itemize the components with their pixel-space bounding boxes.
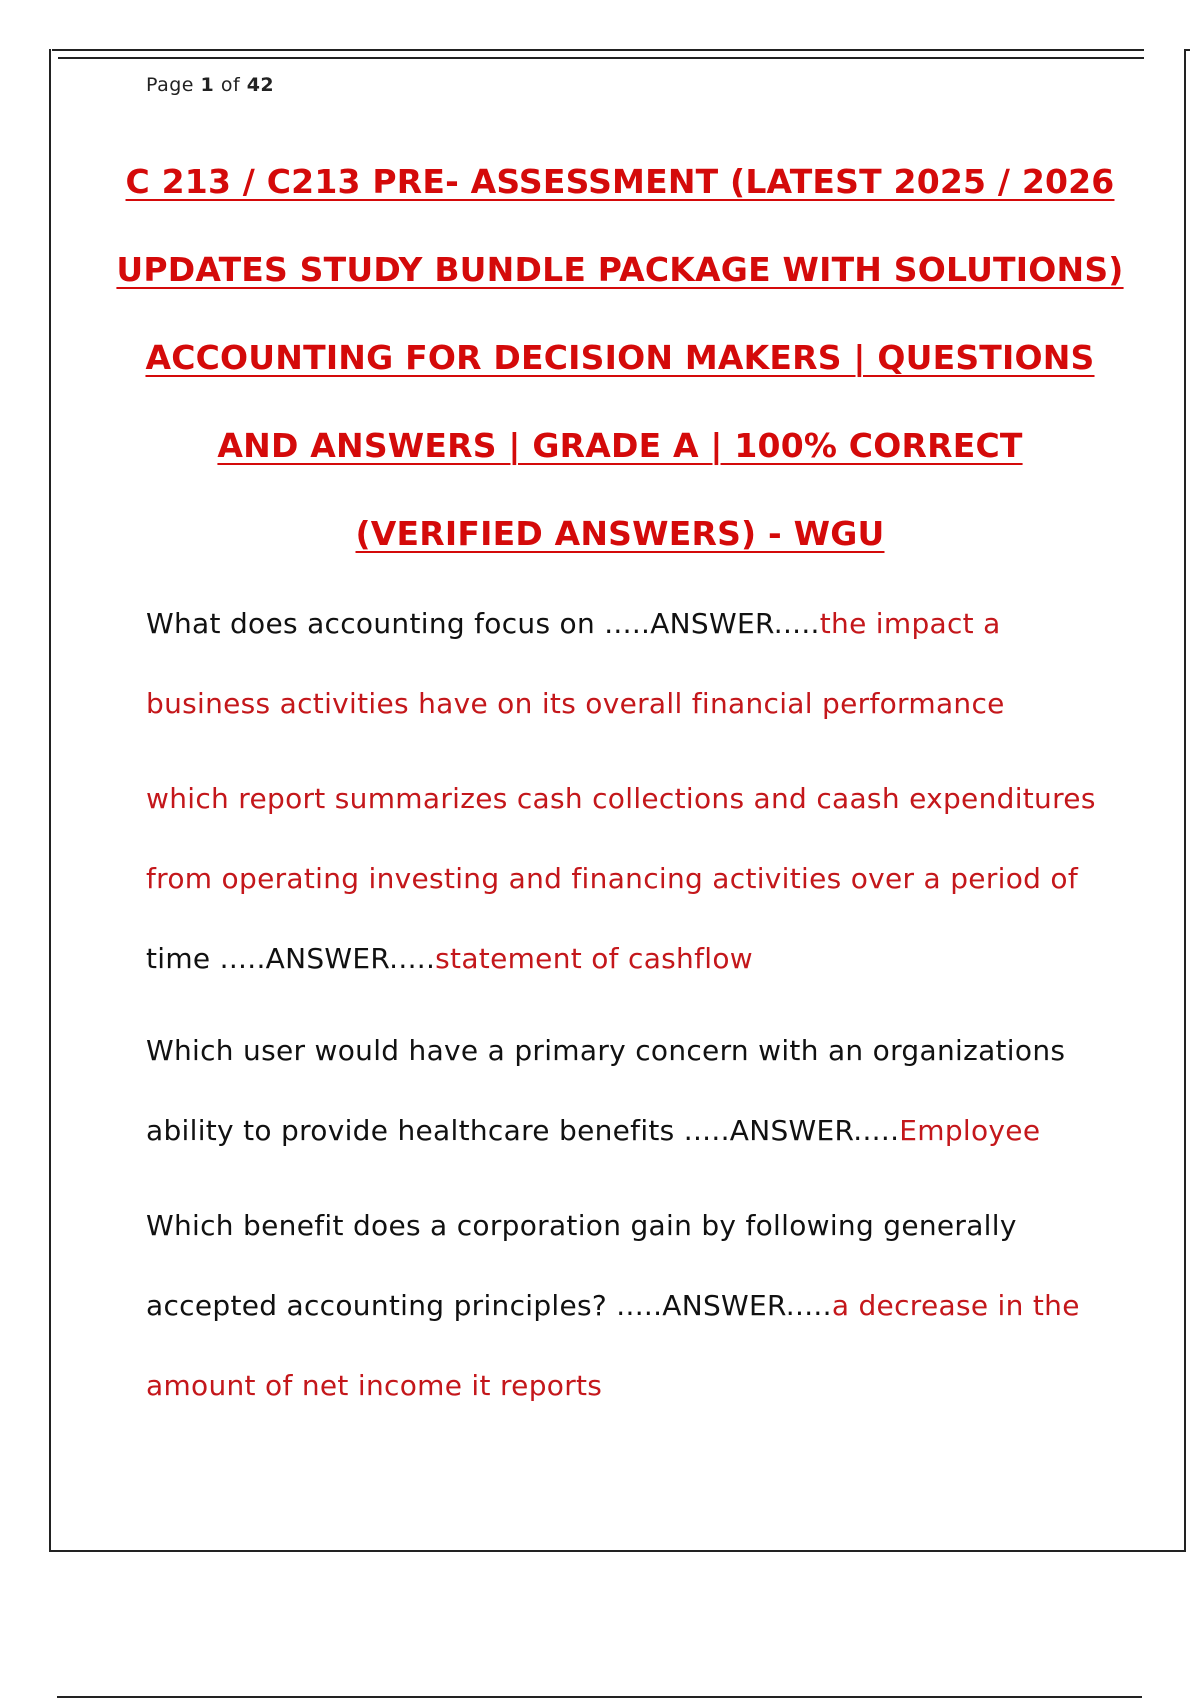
title-line: ACCOUNTING FOR DECISION MAKERS | QUESTIONS <box>145 338 1095 377</box>
title-line: (VERIFIED ANSWERS) - WGU <box>355 514 885 553</box>
answer-text: amount of net income it reports <box>146 1369 603 1402</box>
question-text: from operating investing and financing activities over a period of <box>146 862 1079 895</box>
page-indicator <box>146 74 274 96</box>
answer-text: Employee <box>899 1114 1041 1147</box>
question-text: which report summarizes cash collections and caash expenditures <box>146 782 1096 815</box>
question-text: Which user would have a primary concern with an organizations <box>146 1034 1066 1067</box>
question-text: ability to provide healthcare benefits .....ANSWER..... <box>146 1114 900 1147</box>
qa-item-4 <box>146 1186 1106 1426</box>
qa-item-3 <box>146 1011 1106 1171</box>
question-text: What does accounting focus on .....ANSWER..... <box>146 607 820 640</box>
title-line: C 213 / C213 PRE- ASSESSMENT (LATEST 2025 / 2026 <box>125 162 1115 201</box>
page-current: 1 <box>200 74 215 96</box>
qa-item-1 <box>146 584 1106 744</box>
answer-text: statement of cashflow <box>435 942 753 975</box>
question-text: Which benefit does a corporation gain by following generally <box>146 1209 1017 1242</box>
qa-item-2 <box>146 759 1106 999</box>
question-text: accepted accounting principles? .....ANSWER..... <box>146 1289 832 1322</box>
next-page-rule <box>57 1696 1142 1698</box>
title-line: UPDATES STUDY BUNDLE PACKAGE WITH SOLUTIONS) <box>116 250 1124 289</box>
title-line: AND ANSWERS | GRADE A | 100% CORRECT <box>217 426 1023 465</box>
page-total: 42 <box>246 74 275 96</box>
answer-text: a decrease in the <box>831 1289 1080 1322</box>
page-of: of <box>220 74 241 96</box>
document-title <box>100 138 1140 578</box>
page-label: Page <box>146 74 194 96</box>
answer-text: the impact a <box>819 607 1001 640</box>
answer-text: business activities have on its overall financial performance <box>146 687 1005 720</box>
question-text: time .....ANSWER..... <box>146 942 436 975</box>
